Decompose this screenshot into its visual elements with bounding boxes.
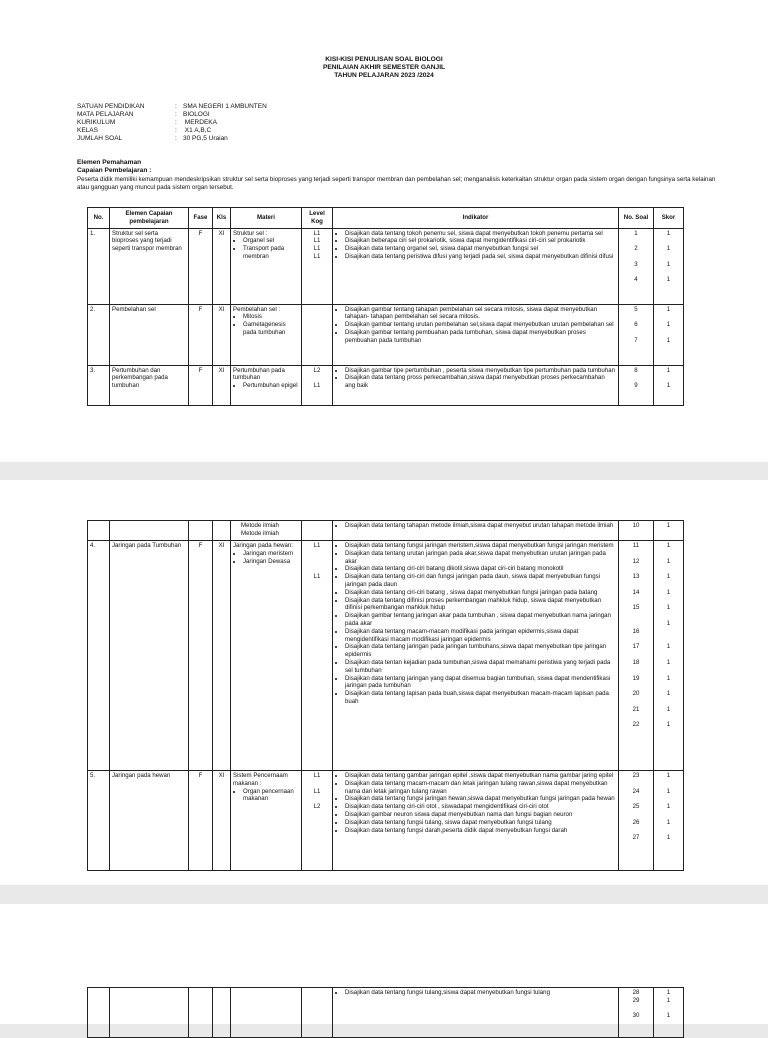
row-question-numbers: 5 6 7 (619, 304, 654, 365)
header-kls: Kls (213, 208, 231, 229)
indicator-item: • Disajikan data tentang tahapan metode ilmiah,siswa dapat menyebut urutan tahapan metode ilmiah (345, 522, 616, 530)
header-skor: Skor (654, 208, 684, 229)
row-question-numbers: 11 12 13 14 15 16 17 18 19 20 21 22 (619, 541, 654, 771)
row-scores: 1 (654, 521, 684, 541)
indicator-item: • Disajikan gambar tentang tahapan pembelahan sel secara mitosis, siswa dapat menyebutkan tahapan- tahapan pembelahan sel secara mitosis. (345, 306, 616, 322)
row-materi: Jaringan pada hewan: • Jaringan meristem • Jaringan Dewasa (231, 541, 302, 771)
materi-item: • Transport pada membran (243, 245, 299, 261)
row-number: 1. (88, 228, 110, 304)
indicator-item: • Disajikan gambar tipe pertumbuhan , peserta siswa menyebutkan tipe pertumbuhan pada tumbuhan (345, 367, 616, 375)
row-class: XI (213, 365, 231, 405)
table-row (88, 541, 684, 771)
document-title: KISI-KISI PENULISAN SOAL BIOLOGI (325, 56, 443, 63)
academic-year: TAHUN PELAJARAN 2023 /2024 (334, 72, 434, 79)
indicator-item: • Disajikan data tentang pross perkecambahan,siswa dapat menyebutkan proses perkecambahan ang baik (345, 374, 616, 390)
table-row (88, 771, 684, 871)
row-indicators (333, 541, 619, 771)
materi-item: • Pertumbuhan epigel (243, 382, 299, 390)
materi-item: • Jaringan Dewasa (243, 558, 299, 566)
row-fase: F (189, 228, 213, 304)
row-question-numbers: 10 (619, 521, 654, 541)
indicator-item: • Disajikan data tentang organel sel, siswa dapat menyebutkan fungsi sel (345, 245, 616, 253)
row-scores: 1 1 1 (654, 304, 684, 365)
row-scores: 1 1 1 1 (654, 228, 684, 304)
table-header-row (88, 208, 684, 229)
row-materi: Metode ilmiah Metode ilmiah (231, 521, 302, 541)
indicator-item: • Disajikan data tentang fungsi jaringan hewan,siswa dapat menyebutkan fungsi jaringan pada hewan (345, 795, 616, 803)
row-scores: 1 1 (654, 365, 684, 405)
indicator-item: • Disajikan data tentang fungsi jaringan meristem,siswa dapat menyebutkan fungsi jaringan meristem (345, 542, 616, 550)
row-fase: F (189, 365, 213, 405)
row-levels: L1 L1 L1 L1 (302, 228, 333, 304)
row-indicators (333, 304, 619, 365)
document-page-3 (0, 904, 768, 1024)
row-element: Pertumbuhan dan perkembangan pada tumbuhan (110, 365, 189, 405)
row-indicators (333, 771, 619, 871)
row-number: 5. (88, 771, 110, 871)
indicator-item: • Disajikan data tentan kejadian pada tumbuhan,siswa dapat memahami peristiwa yang terjadi pada sel tumbuhan (345, 659, 616, 675)
row-indicators (333, 988, 619, 1038)
indicator-item: • Disajikan data tentang fungsi tulang, siswa dapat menyebutkan fungsi tulang (345, 819, 616, 827)
indicator-item: • Disajikan gambar tentang jaringan akar pada tumbuhan , siswa dapat menyebutkan nama jaringan pada akar (345, 612, 616, 628)
indicator-item: • Disajikan data tentang macam-macam modifikasi pada jaringan epidermis,siswa dapat mengidentifikasi macam modifikasi jaringan epidermis (345, 628, 616, 644)
header-element: Elemen Capaian pembelajaran (110, 208, 189, 229)
indicator-item: • Disajikan data tentang difinisi proses perkembangan mahkluk hidup, siswa dapat menyebutkan difinisi perkembangan mahkluk hidup (345, 597, 616, 613)
row-levels (302, 304, 333, 365)
element-heading: Elemen Pemahaman (77, 159, 142, 166)
cp-heading: Capaian Pembelajaran : (77, 167, 152, 174)
materi-item: • Organel sel (243, 237, 299, 245)
identity-subject: MATA PELAJARAN : BIOLOGI (77, 111, 210, 118)
row-indicators (333, 521, 619, 541)
cp-text: Peserta didik memiliki kemampuan mendeskripsikan struktur sel serta bioproses yang terjadi seperti transpor membran dan pembelahan sel; menganalisis keterkaitan struktur organ pada sistem organ dengan fungsinya serta kelainan atau gangguan yang muncul pada sistem organ tersebut. (77, 176, 716, 192)
row-materi: Pembelahan sel : • Mitosis • Gametagenesis pada tumbuhan (231, 304, 302, 365)
row-question-numbers: 8 9 (619, 365, 654, 405)
indicator-item: • Disajikan data tentang fungsi darah,peserta didik dapat menyebutkan fungsi darah (345, 827, 616, 835)
row-scores: 1 1 1 (654, 988, 684, 1038)
row-class: XI (213, 771, 231, 871)
table-row (88, 228, 684, 304)
header-fase: Fase (189, 208, 213, 229)
row-levels: L1 L1 (302, 541, 333, 771)
document-subtitle: PENILAIAN AKHIR SEMESTER GANJIL (322, 64, 446, 71)
row-class: XI (213, 541, 231, 771)
indicator-item: • Disajikan data tentang jaringan pada jaringan tumbuhans,siswa dapat menyebutkan tipe jaringan epidermis (345, 643, 616, 659)
materi-item: • Organ pencernaan makanan (243, 788, 299, 804)
materi-item: • Gametagenesis pada tumbuhan (243, 321, 299, 337)
indicator-item: • Disajikan data tentang urutan jaringan pada akar,siswa dapat menyebutkan urutan jaringan pada akar (345, 550, 616, 566)
indicator-item: • Disajikan gambar tentang pembuahan pada tumbuhan, siswa dapat menyebutkan proses pembuahan pada tumbuhan (345, 329, 616, 345)
indicator-item: • Disajikan data tentang macam-macam dan letak jaringan tulang rawan,siswa dapat menyebutkan nama dan letak jaringan tulang rawan (345, 780, 616, 796)
indicator-item: • Disajikan data tentang tokoh penemu sel, siswa dapat menyebutkan tokoh penemu pertama sel (345, 230, 616, 238)
row-element: Jaringan pada Tumbuhan (110, 541, 189, 771)
row-question-numbers: 1 2 3 4 (619, 228, 654, 304)
row-number: 4. (88, 541, 110, 771)
materi-item: • Jaringan meristem (243, 550, 299, 558)
indicator-item: • Disajikan gambar neuron siswa dapat menyebutkan nama dan fungsi bagian neuron (345, 811, 616, 819)
row-question-numbers: 28 29 30 (619, 988, 654, 1038)
indicator-item: • Disajikan data tentang ciri-ciri dan fungsi jaringan pada daun, siswa dapat menyebutkan fungsi jaringan pada daun (345, 573, 616, 589)
header-no-soal: No. Soal (619, 208, 654, 229)
header-level: Level Kog (302, 208, 333, 229)
header-no: No. (88, 208, 110, 229)
table-row (88, 365, 684, 405)
table-row (88, 988, 684, 1038)
row-materi: Sistem Pencernaam makanan : • Organ pencernaan makanan (231, 771, 302, 871)
grid-table-3 (87, 987, 684, 1038)
row-class: XI (213, 228, 231, 304)
identity-curriculum: KURIKULUM : MERDEKA (77, 119, 217, 126)
row-materi: Struktur sel : • Organel sel • Transport pada membran (231, 228, 302, 304)
indicator-item: • Disajikan data tentang fungsi tulang,siswa dapat menyebutkan fungsi tulang (345, 989, 616, 997)
row-fase: F (189, 541, 213, 771)
row-class: XI (213, 304, 231, 365)
header-indikator: Indikator (333, 208, 619, 229)
row-materi: Pertumbuhan pada tumbuhan • Pertumbuhan epigel (231, 365, 302, 405)
table-row (88, 304, 684, 365)
row-indicators (333, 228, 619, 304)
row-scores: 1 1 1 1 1 (654, 771, 684, 871)
indicator-item: • Disajikan data tentang ciri-ciri otot , siswadapat mengidentifikasi ciri-ciri otot (345, 803, 616, 811)
indicator-item: • Disajikan data tentang gambar jaringan epitel ,siswa dapat menyebutkan nama gambar jaring epitel (345, 772, 616, 780)
row-scores: 1 1 1 1 1 1 1 1 1 1 1 1 (654, 541, 684, 771)
indicator-item: • Disajikan beberapa ciri sel prokariotik, siswa dapat mengidentifikasi ciri-ciri sel prokariotik (345, 237, 616, 245)
grid-table-2 (87, 520, 684, 871)
table-row (88, 521, 684, 541)
materi-item: • Mitosis (243, 313, 299, 321)
row-number: 2. (88, 304, 110, 365)
row-levels: L1 L1 L2 (302, 771, 333, 871)
indicator-item: • Disajikan gambar tentang urutan pembelahan sel,siswa dapat menyebutkan urutan pembelahan sel (345, 321, 616, 329)
indicator-item: • Disajikan data tentang jaringan yang dapat disemua bagian tumbuhan, siswa dapat mendentifikasi jaringan pada tumbuhan (345, 675, 616, 691)
indicator-item: • Disajikan data tentang peristiwa difusi yang terjadi pada sel, siswa dapat menyebutkan difinisi difusi (345, 253, 616, 261)
indicator-item: • Disajikan data tentang ciri-ciri batang , siswa dapat menyebutkan fungsi jaringan pada batang (345, 589, 616, 597)
row-levels: L2 L1 (302, 365, 333, 405)
row-element: Pembelahan sel (110, 304, 189, 365)
row-element: Jaringan pada hewan (110, 771, 189, 871)
identity-school: SATUAN PENDIDIKAN : SMA NEGERI 1 AMBUNTEN (77, 103, 267, 110)
row-indicators (333, 365, 619, 405)
indicator-item: • Disajikan data tentang lapisan pada buah,siswa dapat menyebutkan macam-macam lapisan pada buah (345, 690, 616, 706)
document-page-2 (0, 480, 768, 885)
grid-table-1 (87, 207, 684, 406)
row-number: 3. (88, 365, 110, 405)
document-page-1 (0, 0, 768, 462)
indicator-item: • Disajikan data tentang ciri-ciri batang dikotil,siswa dapat ciri-ciri batang monokotil (345, 565, 616, 573)
row-fase: F (189, 771, 213, 871)
row-element: Struktur sel serta bioproses yang terjadi seperti transpor membran (110, 228, 189, 304)
row-question-numbers: 23 24 25 26 27 (619, 771, 654, 871)
header-materi: Materi (231, 208, 302, 229)
identity-class: KELAS : X1 A,B,C (77, 127, 212, 134)
row-fase: F (189, 304, 213, 365)
identity-question-count: JUMLAH SOAL : 30 PG,5 Uraian (77, 135, 228, 142)
